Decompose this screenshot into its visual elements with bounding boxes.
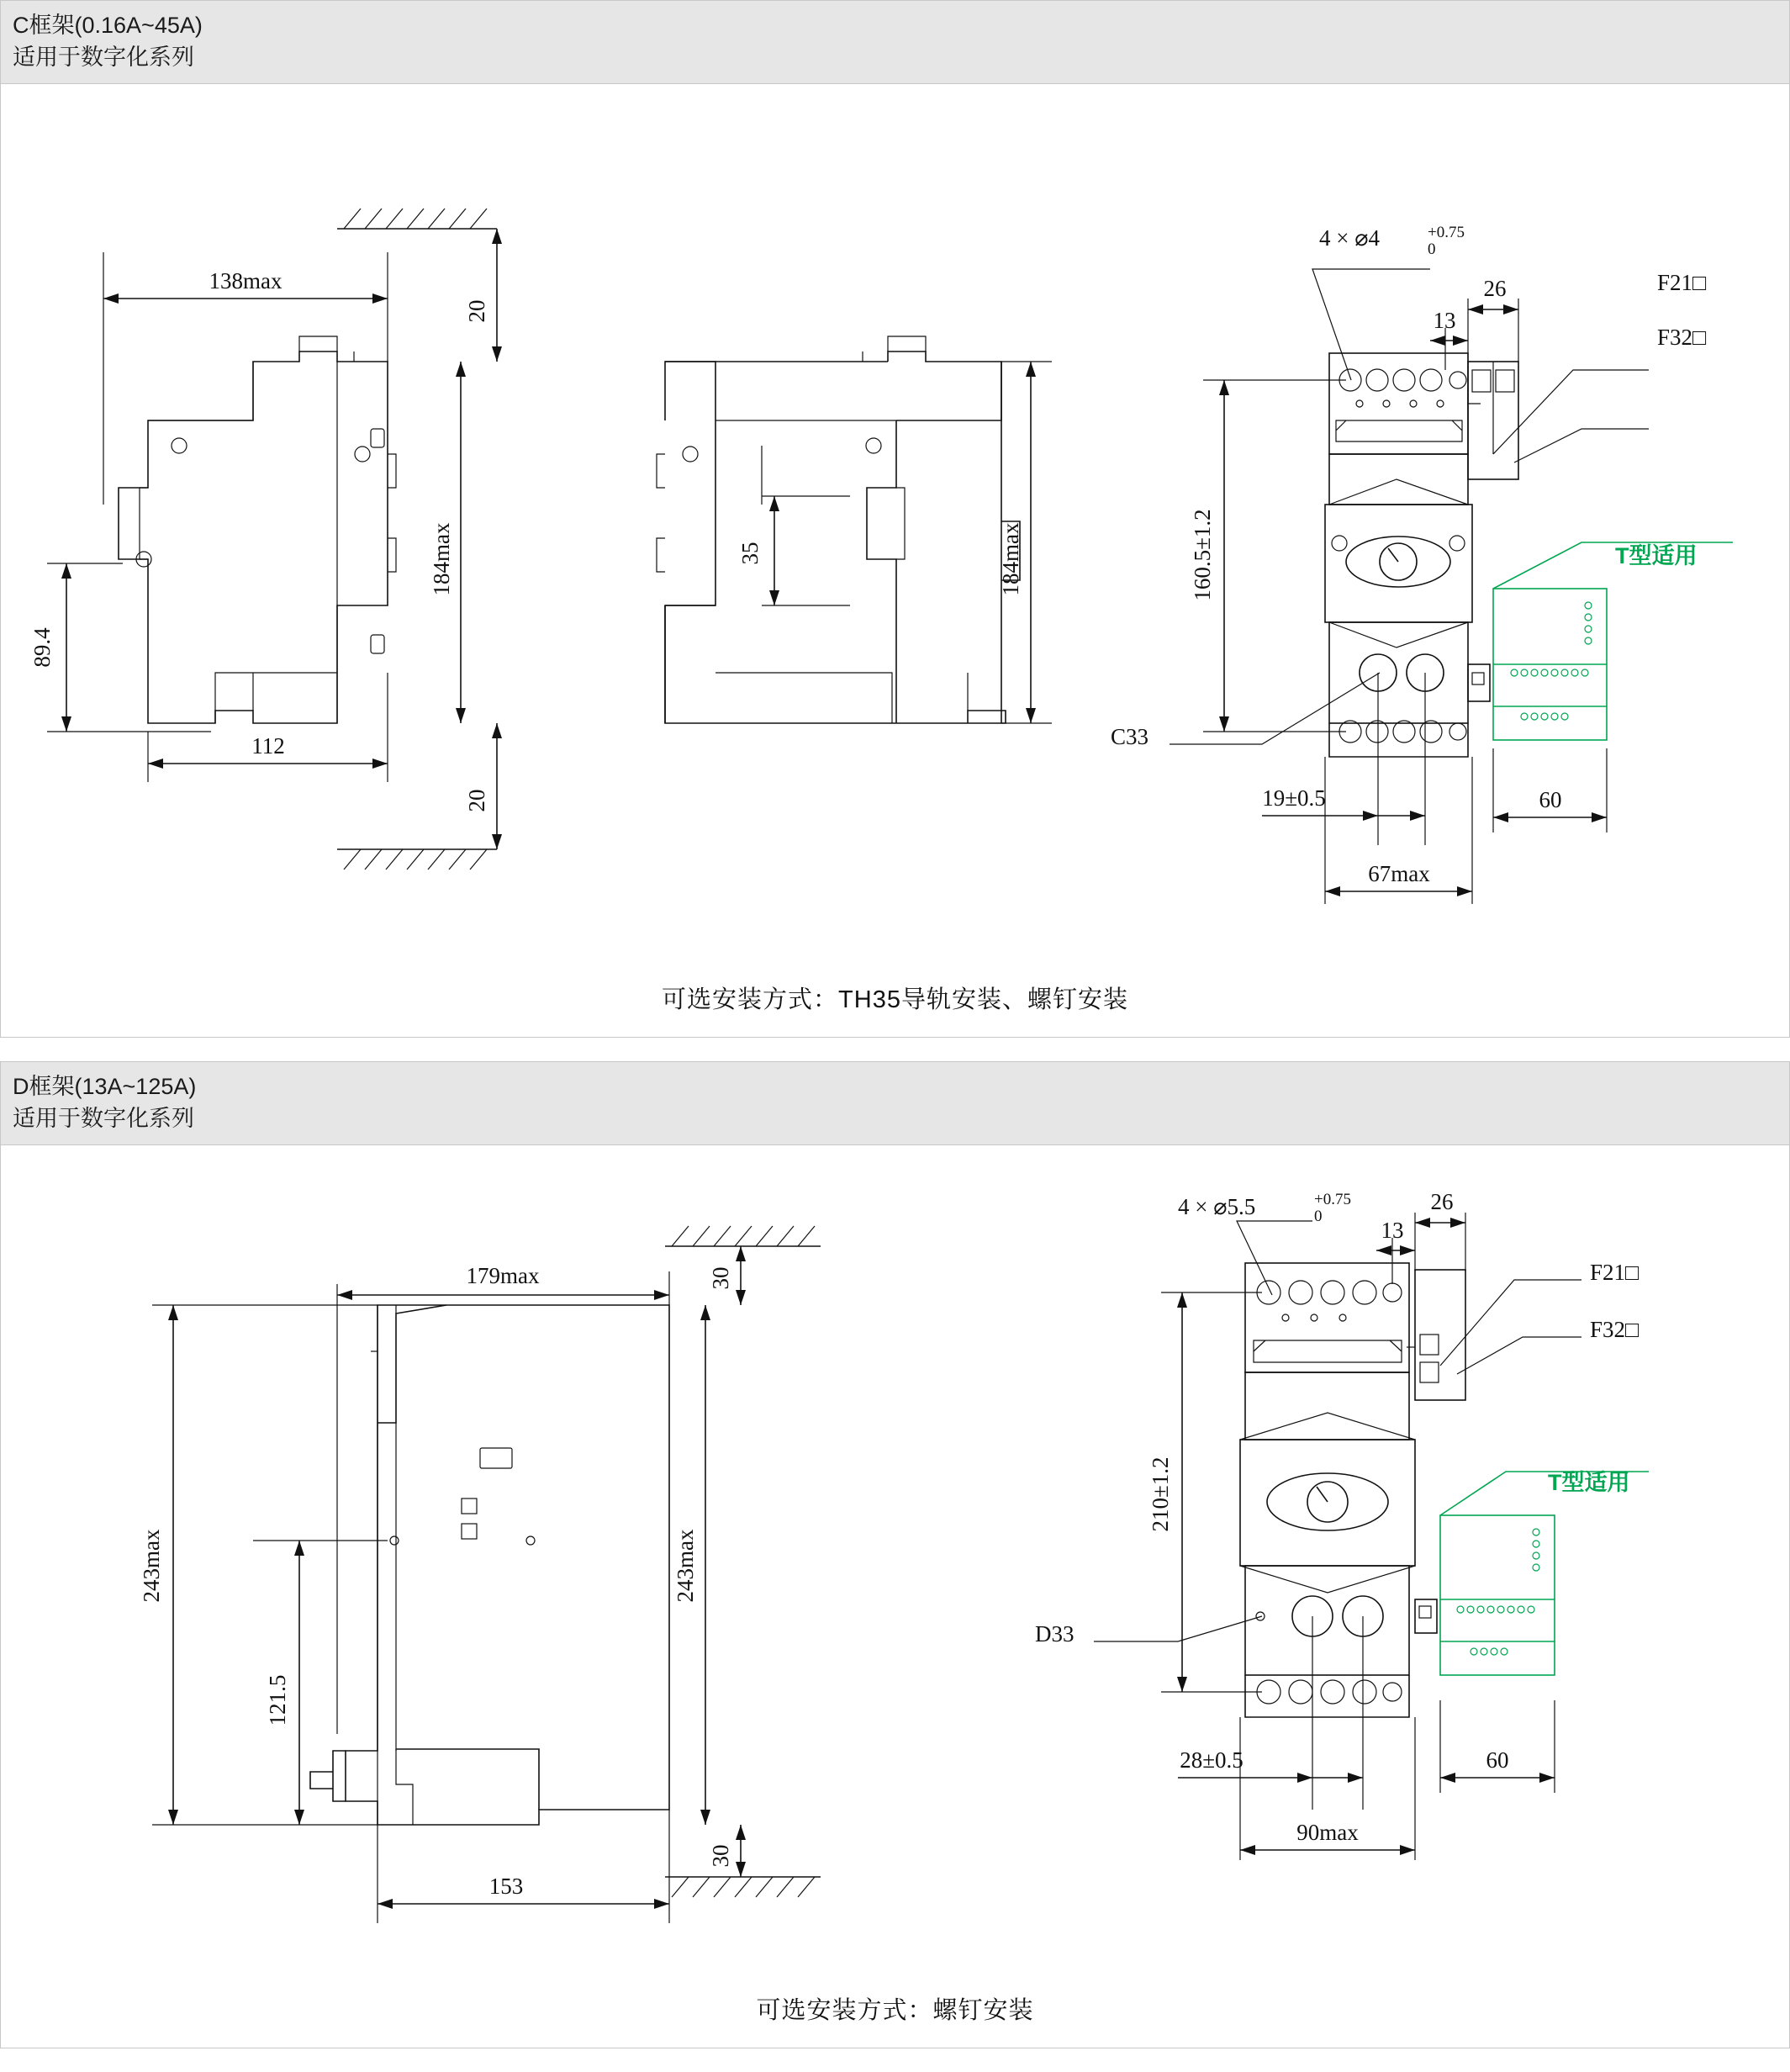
c-dim-acc-b: 26 bbox=[1483, 276, 1507, 301]
c-dim-mount-h: 160.5±1.2 bbox=[1190, 509, 1215, 601]
d-dim-width-max: 179max bbox=[466, 1263, 540, 1288]
c-dim-depth: 112 bbox=[251, 733, 285, 758]
d-dim-height-max-2: 243max bbox=[673, 1529, 698, 1603]
d-dim-acc-depth: 60 bbox=[1486, 1747, 1509, 1773]
c-view-front bbox=[29, 209, 502, 870]
d-dim-body-width: 90max bbox=[1296, 1820, 1359, 1845]
d-dim-height-max: 243max bbox=[139, 1529, 164, 1603]
c-label-f21: F21□ bbox=[1657, 270, 1707, 295]
c-view-side bbox=[657, 336, 1052, 723]
c-dim-acc-a: 13 bbox=[1433, 308, 1456, 333]
c-dim-front-height: 89.4 bbox=[29, 627, 55, 668]
d-dim-depth: 153 bbox=[488, 1874, 524, 1899]
panel-d-frame-header bbox=[1, 1062, 1789, 1145]
d-frame-caption: 可选安装方式：螺钉安装 bbox=[756, 1997, 1034, 2024]
panel-d-frame-subtitle: 适用于数字化系列 bbox=[13, 1106, 194, 1131]
d-dim-front-height: 121.5 bbox=[265, 1674, 290, 1726]
panel-d-frame bbox=[0, 1061, 1790, 2048]
c-dim-body-width: 67max bbox=[1368, 861, 1430, 886]
c-note-holes-tol-down: 0 bbox=[1428, 240, 1436, 258]
d-label-f32: F32□ bbox=[1590, 1317, 1640, 1342]
c-dim-gap-top: 20 bbox=[464, 299, 489, 323]
c-dim-width-max: 138max bbox=[209, 268, 282, 293]
c-label-terminal: C33 bbox=[1111, 724, 1149, 749]
c-t-type-accessory bbox=[1493, 542, 1733, 740]
d-label-terminal: D33 bbox=[1035, 1621, 1075, 1646]
d-dim-gap-top: 30 bbox=[708, 1266, 733, 1290]
c-frame-svg bbox=[1, 84, 1789, 975]
c-label-t-type: T型适用 bbox=[1615, 543, 1698, 568]
c-dim-acc-depth: 60 bbox=[1539, 787, 1562, 812]
c-dim-pitch: 19±0.5 bbox=[1262, 785, 1326, 811]
c-dim-side-offset: 35 bbox=[737, 542, 763, 565]
d-frame-svg bbox=[1, 1145, 1789, 1986]
d-note-holes: 4 × ⌀5.5 bbox=[1178, 1194, 1256, 1219]
d-dim-pitch: 28±0.5 bbox=[1180, 1747, 1243, 1773]
d-frame-drawing-area bbox=[1, 1145, 1789, 1986]
c-dim-height-max-2: 184max bbox=[998, 522, 1023, 596]
d-view-top bbox=[1035, 1189, 1649, 1860]
c-label-f32: F32□ bbox=[1657, 325, 1707, 350]
c-view-top bbox=[1111, 224, 1733, 904]
d-view-front bbox=[139, 1226, 821, 1923]
panel-c-frame-header bbox=[1, 1, 1789, 84]
d-label-t-type: T型适用 bbox=[1548, 1470, 1630, 1495]
d-dim-acc-a: 13 bbox=[1381, 1218, 1404, 1243]
d-note-holes-tol-down: 0 bbox=[1314, 1208, 1323, 1225]
panel-c-frame-subtitle: 适用于数字化系列 bbox=[13, 45, 194, 70]
c-dim-gap-bottom: 20 bbox=[464, 789, 489, 812]
d-note-holes-tol-up: +0.75 bbox=[1314, 1191, 1351, 1208]
d-dim-gap-bottom: 30 bbox=[708, 1844, 733, 1868]
c-frame-caption: 可选安装方式：TH35导轨安装、螺钉安装 bbox=[662, 986, 1128, 1013]
c-note-holes-tol-up: +0.75 bbox=[1428, 224, 1465, 241]
d-dim-mount-h: 210±1.2 bbox=[1148, 1456, 1173, 1532]
c-dim-height-max: 184max bbox=[429, 522, 454, 596]
panel-d-frame-title: D框架(13A~125A) bbox=[13, 1074, 197, 1099]
d-dim-acc-b: 26 bbox=[1430, 1189, 1454, 1214]
d-label-f21: F21□ bbox=[1590, 1260, 1640, 1285]
c-note-holes: 4 × ⌀4 bbox=[1319, 225, 1380, 251]
panel-c-frame-title: C框架(0.16A~45A) bbox=[13, 13, 203, 38]
d-t-type-accessory bbox=[1440, 1469, 1649, 1675]
c-frame-drawing-area bbox=[1, 84, 1789, 975]
